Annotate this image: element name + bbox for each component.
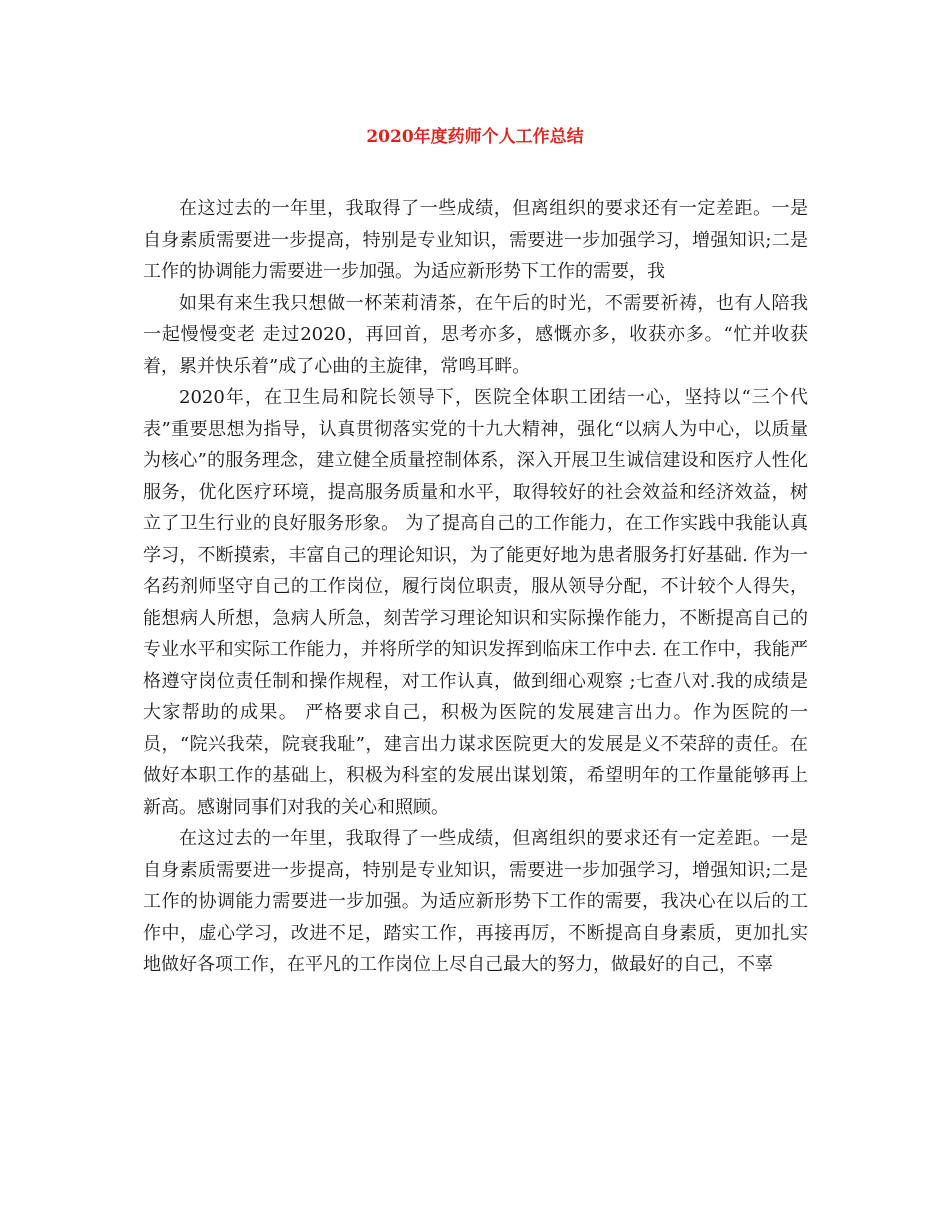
document-title: 2020年度药师个人工作总结: [366, 127, 584, 147]
paragraph-2: 如果有来生我只想做一杯茉莉清茶，在午后的时光，不需要祈祷，也有人陪我一起慢慢变老 走过2020，再回首，思考亦多，感慨亦多，收获亦多。“忙并收获着，累并快乐着”成了心曲的主旋律，常鸣耳畔。: [143, 292, 808, 377]
paragraph-3: 2020年，在卫生局和院长领导下，医院全体职工团结一心，坚持以“三个代表”重要思想为指导，认真贯彻落实党的十九大精神，强化“以病人为中心，以质量为核心”的服务理念，建立健全质量控制体系，深入开展卫生诚信建设和医疗人性化服务，优化医疗环境，提高服务质量和水平，取得较好的社会效益和经济效益，树立了卫生行业的良好服务形象。 为了提高自己的工作能力，在工作实践中我能认真学习，不断摸索，丰富自己的理论知识，为了能更好地为患者服务打好基础. 作为一名药剂师坚守自己的工作岗位，履行岗位职责，服从领导分配，不计较个人得失，能想病人所想，急病人所急，刻苦学习理论知识和实际操作能力，不断提高自己的专业水平和实际工作能力，并将所学的知识发挥到临床工作中去. 在工作中，我能严格遵守岗位责任制和操作规程，对工作认真，做到细心观察 ;七查八对.我的成绩是大家帮助的成果。 严格要求自己，积极为医院的发展建言出力。作为医院的一员，“院兴我荣，院衰我耻”，建言出力谋求医院更大的发展是义不荣辞的责任。在做好本职工作的基础上，积极为科室的发展出谋划策，希望明年的工作量能够再上新高。感谢同事们对我的关心和照顾。: [143, 387, 808, 818]
document-body: [143, 193, 808, 981]
paragraph-4: 在这过去的一年里，我取得了一些成绩，但离组织的要求还有一定差距。一是自身素质需要进一步提高，特别是专业知识，需要进一步加强学习，增强知识;二是工作的协调能力需要进一步加强。为适应新形势下工作的需要，我决心在以后的工作中，虚心学习，改进不足，踏实工作，再接再厉，不断提高自身素质，更加扎实地做好各项工作，在平凡的工作岗位上尽自己最大的努力，做最好的自己，不辜: [143, 828, 808, 975]
paragraph-1: 在这过去的一年里，我取得了一些成绩，但离组织的要求还有一定差距。一是自身素质需要进一步提高，特别是专业知识，需要进一步加强学习，增强知识;二是工作的协调能力需要进一步加强。为适应新形势下工作的需要，我: [143, 198, 808, 282]
